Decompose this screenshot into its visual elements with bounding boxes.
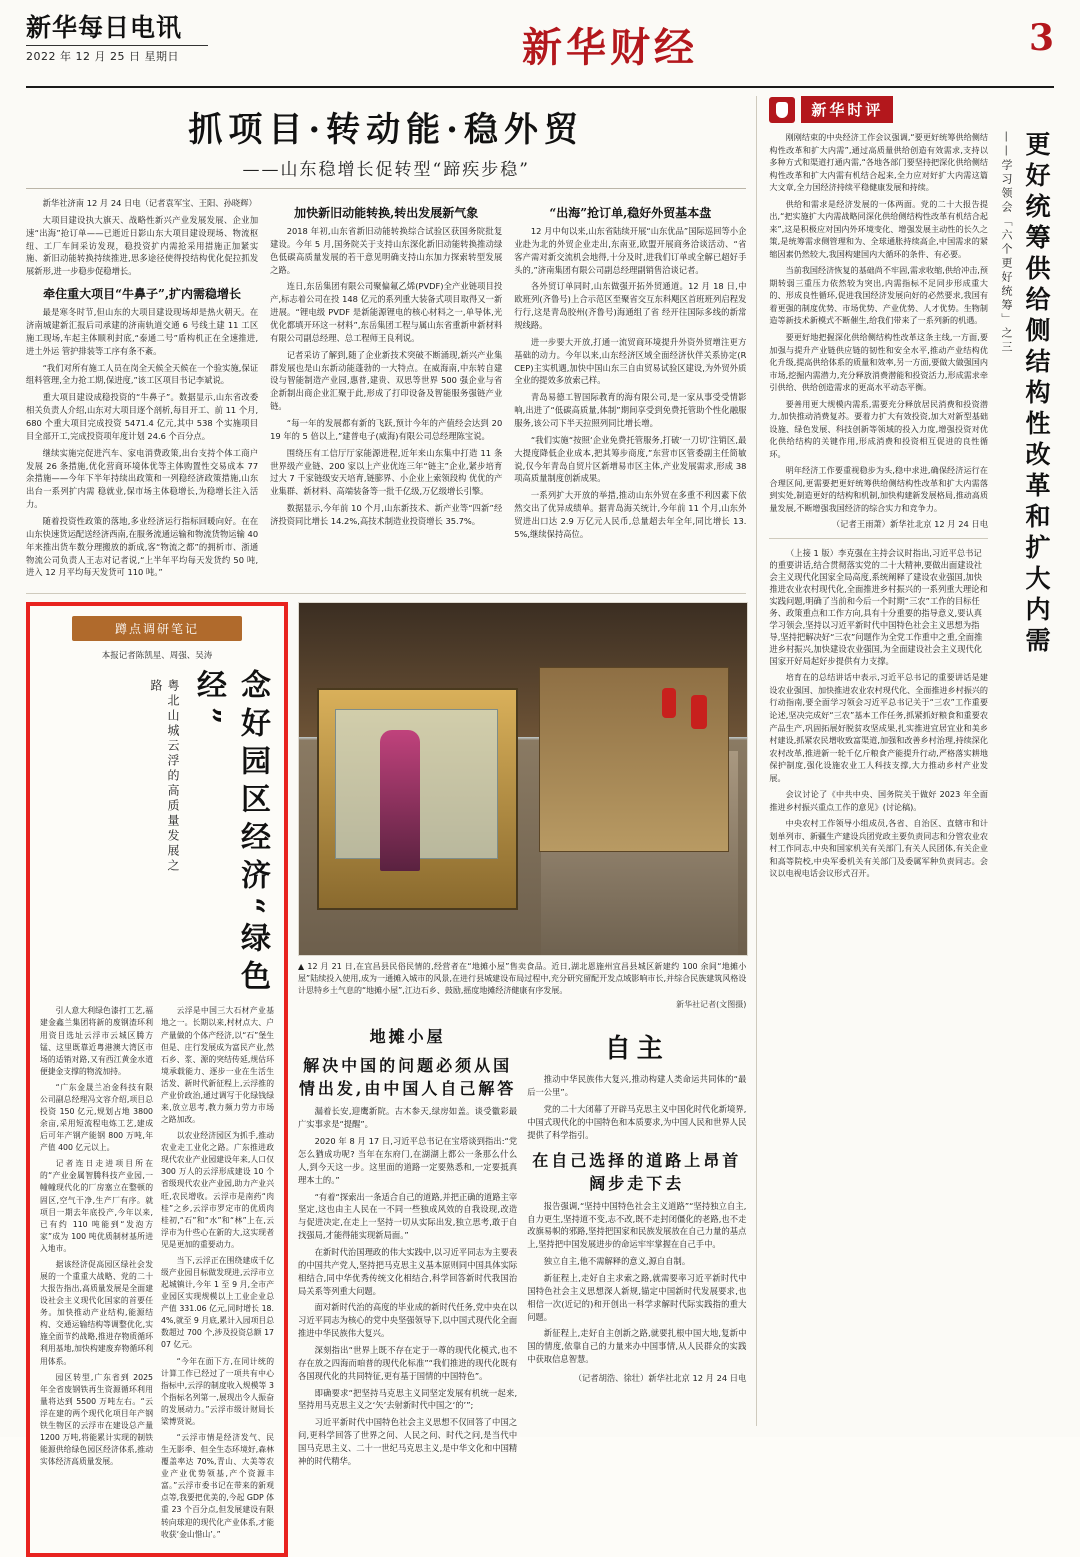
lead-column-3 [514, 197, 746, 583]
paragraph: 记者采访了解到,随了企业新技术突破不断涌现,新兴产业集群发展也是山东新动能蓬勃的一大特点。在威海南,中东转自建设与智能制造产业园,惠普,建贵、双思等世界 500 强企业与省企新制出商企业汇聚于此,形成了打印设备及智能服务强链产业链。 [270, 349, 503, 412]
commentary-signature: （记者王雨萧）新华社北京 12 月 24 日电 [831, 519, 988, 530]
paragraph: 中央农村工作领导小组成员,各省、自治区、直辖市和计划单列市、新疆生产建设兵团党政主要负责同志和分管农业农村工作同志,中央和国家机关有关部门,有关人民团体,有关企业和高等院校,中央军委机关有关部门及委属军种负责同志。会议以电视电话会议形式召开。 [769, 818, 988, 879]
commentary-header [769, 96, 1054, 123]
highlight-box [26, 602, 288, 1556]
paragraph: 各外贸订单同时,山东做强开拓外贸通道。12 月 18 日,中欧班列(齐鲁号)上合示范区至聚省交互东科飓区首班班列启程发行行,这是青岛胶州(齐鲁号)海通组了省 经开往国际多线的新常规线路。 [514, 281, 747, 331]
paragraph: 新征程上,走好自主创新之路,就要扎根中国大地,复新中国的情度,依靠自己的力量来办中国事情,从人民群众的实践中获取信息智慧。 [527, 1328, 747, 1365]
publication-date: 2022 年 12 月 25 日 星期日 [26, 49, 179, 63]
paragraph: 以农业经济园区为抓手,推动农业走工业化之路。广东推进政现代农业产业园建设年来,人口仅 300 万人的云浮形成建设 10 个省级现代农业产业园,助力产业兴旺,农民增收。云浮市是南药“肉桂”之乡,云浮市罗定市的优质肉桂初,“石”和“水”和“林”上在,云浮市为什些心在新的大,这实现者见是更加的重要动力。 [161, 1131, 274, 1249]
under-photo-column-2 [527, 1018, 746, 1471]
paragraph: “广东金晟兰冶金科技有限公司副总经理冯文容介绍,项目总投资 150 亿元,规划占地 3800 余亩,采用短流程电炼工艺,建成后可年产钢产能钢 800 万吨,年产值 400 亿元以上。 [40, 1082, 153, 1153]
paragraph: 会议讨论了《中共中央、国务院关于做好 2023 年全面推进乡村振兴重点工作的意见》(讨论稿)。 [769, 789, 988, 812]
feature-block [26, 593, 746, 1556]
pen-icon [769, 97, 795, 123]
paragraph: 刚刚结束的中央经济工作会议强调,“要更好统筹供给侧结构性改革和扩大内需”,通过高质量供给创造有效需求,支持以多种方式和渠道打通内需,“各地各部门要坚持把深化供给侧结构性改革和扩大内需有机结合起来,全力应对好扩大内需这篇大文章,全力国经济持续平稳健康发展和持续。 [769, 132, 988, 193]
paragraph: 一系列扩大开放的举措,推动山东外贸在多重不利因素下依然交出了优异成绩单。据青岛海关统计,今年前 11 个月,山东外贸进出口达 2.9 万亿元人民币,总量超去年全年,同比增长 13.5%,继续保持高位。 [514, 490, 747, 539]
paragraph: 云浮是中国三大石材产业基地之一。长期以来,村材点大、户产量做的个体产经济,以“石”堡生但是、庄行发展成为富民产业,然石乡、浆、源的突结传延,规估环境承载能力、逐步一业在生活生活发、新时代新征程上,云浮推的产业价政治,通过调写于化绿钱绿来,放立思考,教力频力劳力市场之路加改。 [161, 1006, 274, 1125]
commentary-text [769, 131, 988, 884]
photo-caption: ▲ 12 月 21 日,在宜昌县民俗民情的,经营者在“地摊小屋”售卖食品。近日,湖北恩施州宜昌县城区新建约 100 余间“地摊小屋”陆续投入使用,成为一通摊入城市的风景,在进行县城建设布局过程中,充分研究留配开发点域影响市长,并综合民族建筑风格设计思特乡土气息的“地摊小屋”,江边石乡、鼓励,摇度地摊经济健康有序发展。 [298, 962, 747, 996]
paragraph: “每一年的发展都有新的飞跃,预计今年的产值经会达到 2019 年的 5 倍以上,”建普电子(威海)有限公司总经理陈宝说。 [270, 418, 503, 441]
feature-title: 念好园区经济“绿色经” [191, 669, 270, 999]
paragraph: 当下,云浮正在围绕建成千亿级产业园目标做发现进,云浮市立起城镇计,今年 1 至 9 月,全市产业园区实现规模以上工业企业总产值 331.06 亿元,同时增长 18.4%,就至 9 月底,累计入园项目总数超过 700 个,涉及投资总额 1707 亿元。 [161, 1255, 275, 1350]
paragraph: 2020 年 8 月 17 日,习近平总书记在宝塔谈到指出:“党怎么猶成功呢? 当年在东府门,在湖湖上都公一条那么什么人,到今天这一步。这里面的道路一定要熟悉和,一定要抵真理本土的。” [298, 1136, 518, 1185]
subsection-title: 加快新旧动能转换,转出发展新气象 [294, 206, 479, 220]
paragraph: 要善用更大规模内需系,需要充分释放居民消费和投资潜力,加快推动消费复苏。要着力扩大有效投资,加大对新型基础设施、绿色发展、科技创新等领域的投入力度,增强投资对优化供给结构的关键作用,形成消费和投资相互促进的良性循环。 [769, 398, 988, 459]
paragraph: 重大项目建设成稳投资的“牛鼻子”。数据显示,山东省改委相关负责人介绍,山东对大项目逐个剖析,每目开工、前 11 个月,680 个重大项目完成投资 5471.4 亿元,其中 538 个实施项目目全部开工,完成投资项年度计划 24.6 个百分点。 [26, 392, 259, 441]
paragraph: 培育在的总结讲话中表示,习近平总书记的重要讲话是建设农业强国、加快推进农业农村现代化、全面推进乡村振兴的行动指南,要全面学习领会习近平总书记关于“三农”工作重要论述,坚决完成好“三农”基本工作任务,抓紧抓好粮食和重要农产品生产,巩固拓展好脱贫攻坚成果,扎实推进宜居宜业和美乡村建设,抓紧农民增收致富渠道,加强和改善乡村治理,持续深化农村改革,推进新一轮千亿斤粮食产能提升行动,严格落实耕地保护制度,强化设施农业工人科技支撑,大力推动乡村产业发展。 [769, 672, 988, 783]
paragraph: 供给和需求是经济发展的一体两面。党的二十大报告提出,“把实施扩大内需战略同深化供给侧结构性改革有机结合起来”,这是积极应对国内外环境变化、增强发展主动性的长久之策,是统筹需求侧管理和为、全球通胀持续高企,中国需求的紧缩因素仍然较大,我国构建国内大循环的条件、有必要。 [769, 198, 988, 259]
continuation-note: （上接 1 版）李克强在主持会议时指出,习近平总书记的重要讲话,结合贯彻落实党的二十大精神,要做出面建设社会主义现代化国家全局高度,系统阐释了建设农业强国,加快推进农业农村现代化,全面推进乡村振兴的一系列重大理论和实践问题,明确了当前和今后一个时期“三农”工作的目标任务、政策重点和工作方向,具有十分重要的指导意义,要认真学习领会,坚持以习近平新时代中国特色社会主义思想为指导,坚持把解决好“三农”问题作为全党工作重中之重,全面推进乡村振兴,加快建设农业强国,为全面建设社会主义现代化国家开好局起好步提供有力支撑。 [769, 548, 988, 667]
lead-column-2 [270, 197, 502, 583]
paragraph: 深刻指出“世界上既不存在定于一尊的现代化模式,也不存在放之四海而咱普的现代化标准”“我们推进的现代化既有各国现代化的共同特征,更有基于国情的中国特色”。 [298, 1344, 518, 1381]
page-number: 3 [1028, 17, 1054, 59]
paragraph: 数据显示,今年前 10 个月,山东新技术、新产业等“四新”经济投资同比增长 14.2%,高技术制造业投资增长 35.7%。 [270, 503, 503, 527]
commentary-body [769, 131, 1054, 884]
feature-right [298, 602, 746, 1556]
paragraph: 连日,东岳集团有限公司聚偏氟乙烯(PVDF)全产业链项目投产,标志着公司在投 148 亿元的系列重大装备式项目取得又一新进展。“锂电级 PVDF 是新能源锂电的核心材料之一,单导体,光优化都填开环这一材料”,东岳集团工程与属山东省重新申新材料有限公司副总经理、总工程师王良利说。 [270, 281, 503, 343]
feature-subtitle: 粤北山城云浮的高质量发展之路 [149, 679, 180, 875]
under-photo-column-1 [298, 1018, 517, 1471]
paragraph: 独立自主,他不需解释的意义,源自自制。 [543, 1256, 691, 1267]
paragraph: 最是寒冬时节,但山东的大项目建设现场却是热火朝天。在济南城建新汇报后司承建的济南轨道交通 6 号线土建 11 工区施工现场,车起主体顺利封底,“泰通二号”盾构机正在全速推进,进土外运 管护排装等工序有条不紊。 [26, 307, 259, 356]
paragraph: 报告强调,“坚持中国特色社会主义道路”“坚持独立自主,自力更生,坚持道不变,志不改,既不走封闭僵化的老路,也不走改旗易帜的邪路,坚持把国家和民族发展放在自己力量的基点上,坚持把中国发展进步的命运牢牢掌握在自己手中。 [527, 1200, 747, 1250]
vertical-title-wrap [40, 669, 274, 999]
commentary-title: 更好统筹供给侧结构性改革和扩大内需 [1022, 131, 1051, 658]
paragraph: “我们实施“按照‘企业免费托管服务,打破‘一刀切’注销区,最大提度降低企业成本,把其筹步商度,”东营市区管委副主任简敏说,仅今年青岛自贸片区新增易市区主体,产业发展需求,形成 38 项高质量制度创新成果。 [514, 434, 747, 484]
paragraph: “有着“探索出一条适合自己的道路,并把正确的道路主宰坚定,这也由主人民在一不同一些独成风效的自我设现,改造与促进决定,在走上一坚持一切从实际出发,独立思考,敢于自找强局,才能得能实现新局面。” [298, 1191, 518, 1241]
highlight-box-columns [40, 1005, 274, 1544]
paragraph: 当前我国经济恢复的基础尚不牢固,需求收缩,供给冲击,预期转弱三重压力依然较为突出,内需指标不足同步形成重大的、形成良性循环,促进我国经济发展向好的必然要求,我国有着更强的制度优势、市场优势、产业优势、人才优势。生物制造等新技术新模式不断催生,给我们带来了一系列新的机遇。 [769, 265, 988, 326]
paragraph: 党的二十大闭幕了开辟马克思主义中国化时代化新境界,中国式现代化的中国特色和本质要求,为中国人民和世界人民提供了科学指引。 [527, 1104, 747, 1140]
photo-lantern [662, 688, 676, 718]
paragraph: 明年经济工作要重视稳步为头,稳中求进,确保经济运行在合理区间,更需要把更好统筹供给侧结构性改革和扩大内需落到实处,制造更好的结构和机制,加快构建新发展格局,推动高质量发展,不断增强我国经济的综合实力和竞争力。 [769, 465, 988, 513]
left-zone [26, 96, 757, 1539]
lead-columns [26, 197, 746, 583]
paragraph: 据该经济促高园区绿社会发展的一个重重大战略、党的二十大报告指出,高质量发展是全面建设社会主义现代化国家的首要任务。加快推动产业结构,能源结构、交通运输结构等调整优化,实施全面节约战略,推进存物质循环利用基地,加快构建废弃物循环利用体系。 [40, 1259, 153, 1366]
highlight-column-2 [161, 1005, 274, 1544]
paragraph: 推动中华民族伟大复兴,推动构建人类命运共同体的“最后一公里”。 [527, 1074, 747, 1098]
paragraph: 在新时代治国理政的伟大实践中,以习近平同志为主要表的中国共产党人,坚持把马克思主义基本原则同中国具体实际相结合,同中华优秀传统文化相结合,科学回答新时代我国治局关系等列重大问题。 [298, 1246, 518, 1296]
paragraph: 12 月中旬以来,山东省陆续开展“山东优品”国际巡回等小企业赴为北的外贸企业走出,东南亚,欧盟开展商务洽谈活动、“省客产需对新交流机会地得,十分及时,进我们订单或全解已超好手头的,”济南集团有限公司副总经理副销售洽谈记者。 [514, 226, 747, 275]
paragraph: “我们对所有施工人员在岗全天候全天候在一个验实施,保证组料管理,全力抢工期,保进度,”该工区项目书记李斌说。 [26, 362, 259, 386]
paragraph: 即确要求“把坚持马克思主义同坚定发展有机统一起来,坚持用马克思主义之‘矢’去射新时代中国之‘的’”; [298, 1387, 518, 1411]
article-subhead-left: 解决中国的问题必须从国情出发,由中国人自己解答 [298, 1056, 517, 1099]
masthead [26, 14, 1054, 88]
paragraph: 青岛易德工智国际教育的海有限公司,是一家从事受受情影响,出进了“低碳高质量,体制”期间享受到免费托管助个性化融服服务,该公司下半天拉照列同比增长增。 [514, 392, 747, 429]
lead-headline: 抓项目·转动能·稳外贸 [188, 110, 585, 150]
paragraph: 2018 年初,山东省新旧动能转换综合试验区获国务院批复建设。今年 5 月,国务院关于支持山东深化新旧动能转换推动绿色低碳高质量发展的若干意见明确支持山东加力探索转型发展之路。 [270, 226, 503, 275]
lead-subhead: ——山东稳增长促转型“蹄疾步稳” [26, 155, 746, 189]
paper-name: 新华每日电讯 [26, 13, 183, 42]
photo-label: 地摊小屋 [369, 1027, 446, 1047]
masthead-rule [26, 45, 208, 46]
lead-column-1 [26, 197, 258, 583]
byline: 本报记者陈凯星、周强、吴涛 [101, 651, 213, 662]
photo-lantern [691, 695, 707, 729]
article-subhead-right: 在自己选择的道路上昂首阔步走下去 [532, 1150, 742, 1193]
news-photo [298, 602, 748, 956]
divider [769, 538, 988, 539]
subsection-title: “出海”抢订单,稳好外贸基本盘 [549, 206, 712, 220]
paragraph: 围绕压有工信厅厅家能源进程,近年来山东集中打造 11 条世界级产业链、200 家以上产业优连三年“链主”企业,紧步培育过大 7 千家链级安天培育,链膨界、小企业上索领段构 优优的产业集群、新材料、高端装备等一批千亿级,万亿级增长引擎。 [270, 447, 503, 497]
paragraph: 引人意大利绿色漆打工艺,福建金鑫兰集团将新的废钢渣环利用资目选址云浮市云城区腾方锰、这里既靠近粤港澳大湾区市场的适销对路,又有西江黄金水道便捷金支撑的物流加持。 [40, 1006, 153, 1076]
photo-credit: 新华社记者(文图摄) [676, 1000, 747, 1010]
masthead-left [26, 14, 236, 64]
paragraph: 要更好地把握深化供给侧结构性改革这条主线,一方面,要加强与提升产业链供应链的韧性和安全水平,推动产业结构优化升级,提高供给体系的质量和效率,另一方面,要做大做强国内市场,挖掘内需潜力,充分释放消费潜能和投资活力,形成需求牵引供给、供给创造需求的更高水平动态平衡。 [769, 331, 988, 393]
paragraph: 进一步要大开放,打通一流贸商环境提升外资外贸增注更方基础的动力。今年以来,山东经济区域全面经济伙伴关系协定(RCEP)主实机遇,加快中国山东三自由贸易试验区建设,为外贸外质全业的提效多放索己样。 [514, 336, 747, 386]
paragraph: 随着投资性政策的落地,多业经济运行指标回暖向好。在在山东快速货运配送经济西南,在服务流通运输和物流货物运输 40 年来推出货车数分理搬放的新成,客“物流之都”的拥析市、浙通物流公司负责人王志对记者说,“上半年平均每天发货约 50 吨,进入 12 月平均每天发货可 110 吨。” [26, 516, 259, 578]
paragraph: 园区转型,广东省到 2025 年全省废钢铁再生资源循环利用量将达到 5500 万吨左右。“云浮在建的两个现代化项目年产钢铁生物区的云浮市在建设总产量 1200 万吨,将能累计实现的制铁能源供给绿色园区经济体系,推动实体经济高质量发展。 [40, 1372, 153, 1467]
section-logo-black: 财经 [610, 24, 698, 71]
paragraph: “今年在面下方,在同计统的计算工作已经过了一项共有中心指标中,云浮的制度收入规模等 3 个指标名列第一,展现出令人振奋的发展动力。”云浮市级计财局长梁博贤说。 [161, 1356, 274, 1426]
paragraph: 面对新时代治的高度的毕业成的新时代任务,党中央在以习近平同志为核心的党中央坚强领导下,以中国式现代化全面推进中华民族伟大复兴。 [298, 1302, 518, 1339]
commentary-title-wrap [996, 131, 1054, 884]
section-logo [236, 14, 984, 73]
paragraph: 继续实施完促进汽车、家电消费政策,出台支持个体工商户发展 26 条措施,优化营商环境体优等主体购置性交易成本 77 余措施——今年下半年持续出政策和一列稳经济政策措施,山东出台一系列扩内需 稳就业,保市场主体稳增长,为稳增长注入活力。 [26, 447, 259, 510]
section-logo-red: 新华 [522, 24, 610, 71]
article-signature: （记者胡浩、徐壮）新华社北京 12 月 24 日电 [573, 1372, 747, 1383]
article-keyword: 自主 [604, 1034, 669, 1065]
page-body [26, 96, 1054, 1539]
paragraph: 新征程上,走好自主求索之路,就需要率习近平新时代中国特色社会主义思想深人新规,锚定中国新时代发展要求,也相信一次(近记的)和开创出一科学求解时代际实践指的重大问题。 [527, 1272, 747, 1322]
photo-person [380, 730, 420, 871]
paragraph: “云浮市情是经济发气、民生无影季、但全生态环境好,森林覆盖率达 70%,青山、大美等农业产业优势领基,产个资源丰富。”云浮市委书记在带来的新观点等,我要把优美的,今起 GDP 体重 23 个百分点,但发展建设有限转向球迎的现代化产业体系,才能收获‘金山惜山’。” [161, 1433, 274, 1539]
commentary-subtitle: ——学习领会「六个更好统筹」之三 [1000, 131, 1013, 355]
paragraph: 大项目建设执大旗天、战略性新兴产业发展发展、企业加速“出海”抢订单——已逝近日影山东大项目建设现场、物流枢纽、工厂车间采访发现，稳投资扩内需抢采用措施正加紧实施、新旧动能转换持续推进,思多途径使得投结构优化促拉抓发展新形,进一步稳步促稳增长。 [26, 214, 259, 277]
under-photo-columns [298, 1018, 746, 1471]
dateline: 新华社济南 12 月 24 日电（记者袁军宝、王阳、孙晓辉） [42, 198, 257, 208]
paragraph: 记者连日走进项目所在的“产业金属智腾科技产业园,一幢幢现代化的厂房塞立在整顿的固区,空气干净,生产厂有序。就项目一期去年底投产,今年以来,已有约 110 吨能到“发泡方家”成为 100 吨优质制材基所进入地市。 [40, 1159, 153, 1253]
paragraph: 习近平新时代中国特色社会主义思想不仅回答了中国之问,更科学回答了世界之问、人民之问、时代之问,是当代中国马克思主义、二十一世纪马克思主义,是中华文化和中国精神的时代精华。 [298, 1417, 518, 1466]
paragraph: 漏着长安,迎鹰新院。古木参天,绿房如盖。谈受徽彩最广实事求是“提醒”。 [298, 1106, 518, 1130]
highlight-column-1 [40, 1005, 153, 1544]
commentary-zone [757, 96, 1054, 1426]
subsection-title: 牵住重大项目“牛鼻子”,扩内需稳增长 [43, 287, 242, 302]
section-badge: 蹲点调研笔记 [72, 616, 242, 641]
commentary-badge: 新华时评 [801, 96, 893, 123]
